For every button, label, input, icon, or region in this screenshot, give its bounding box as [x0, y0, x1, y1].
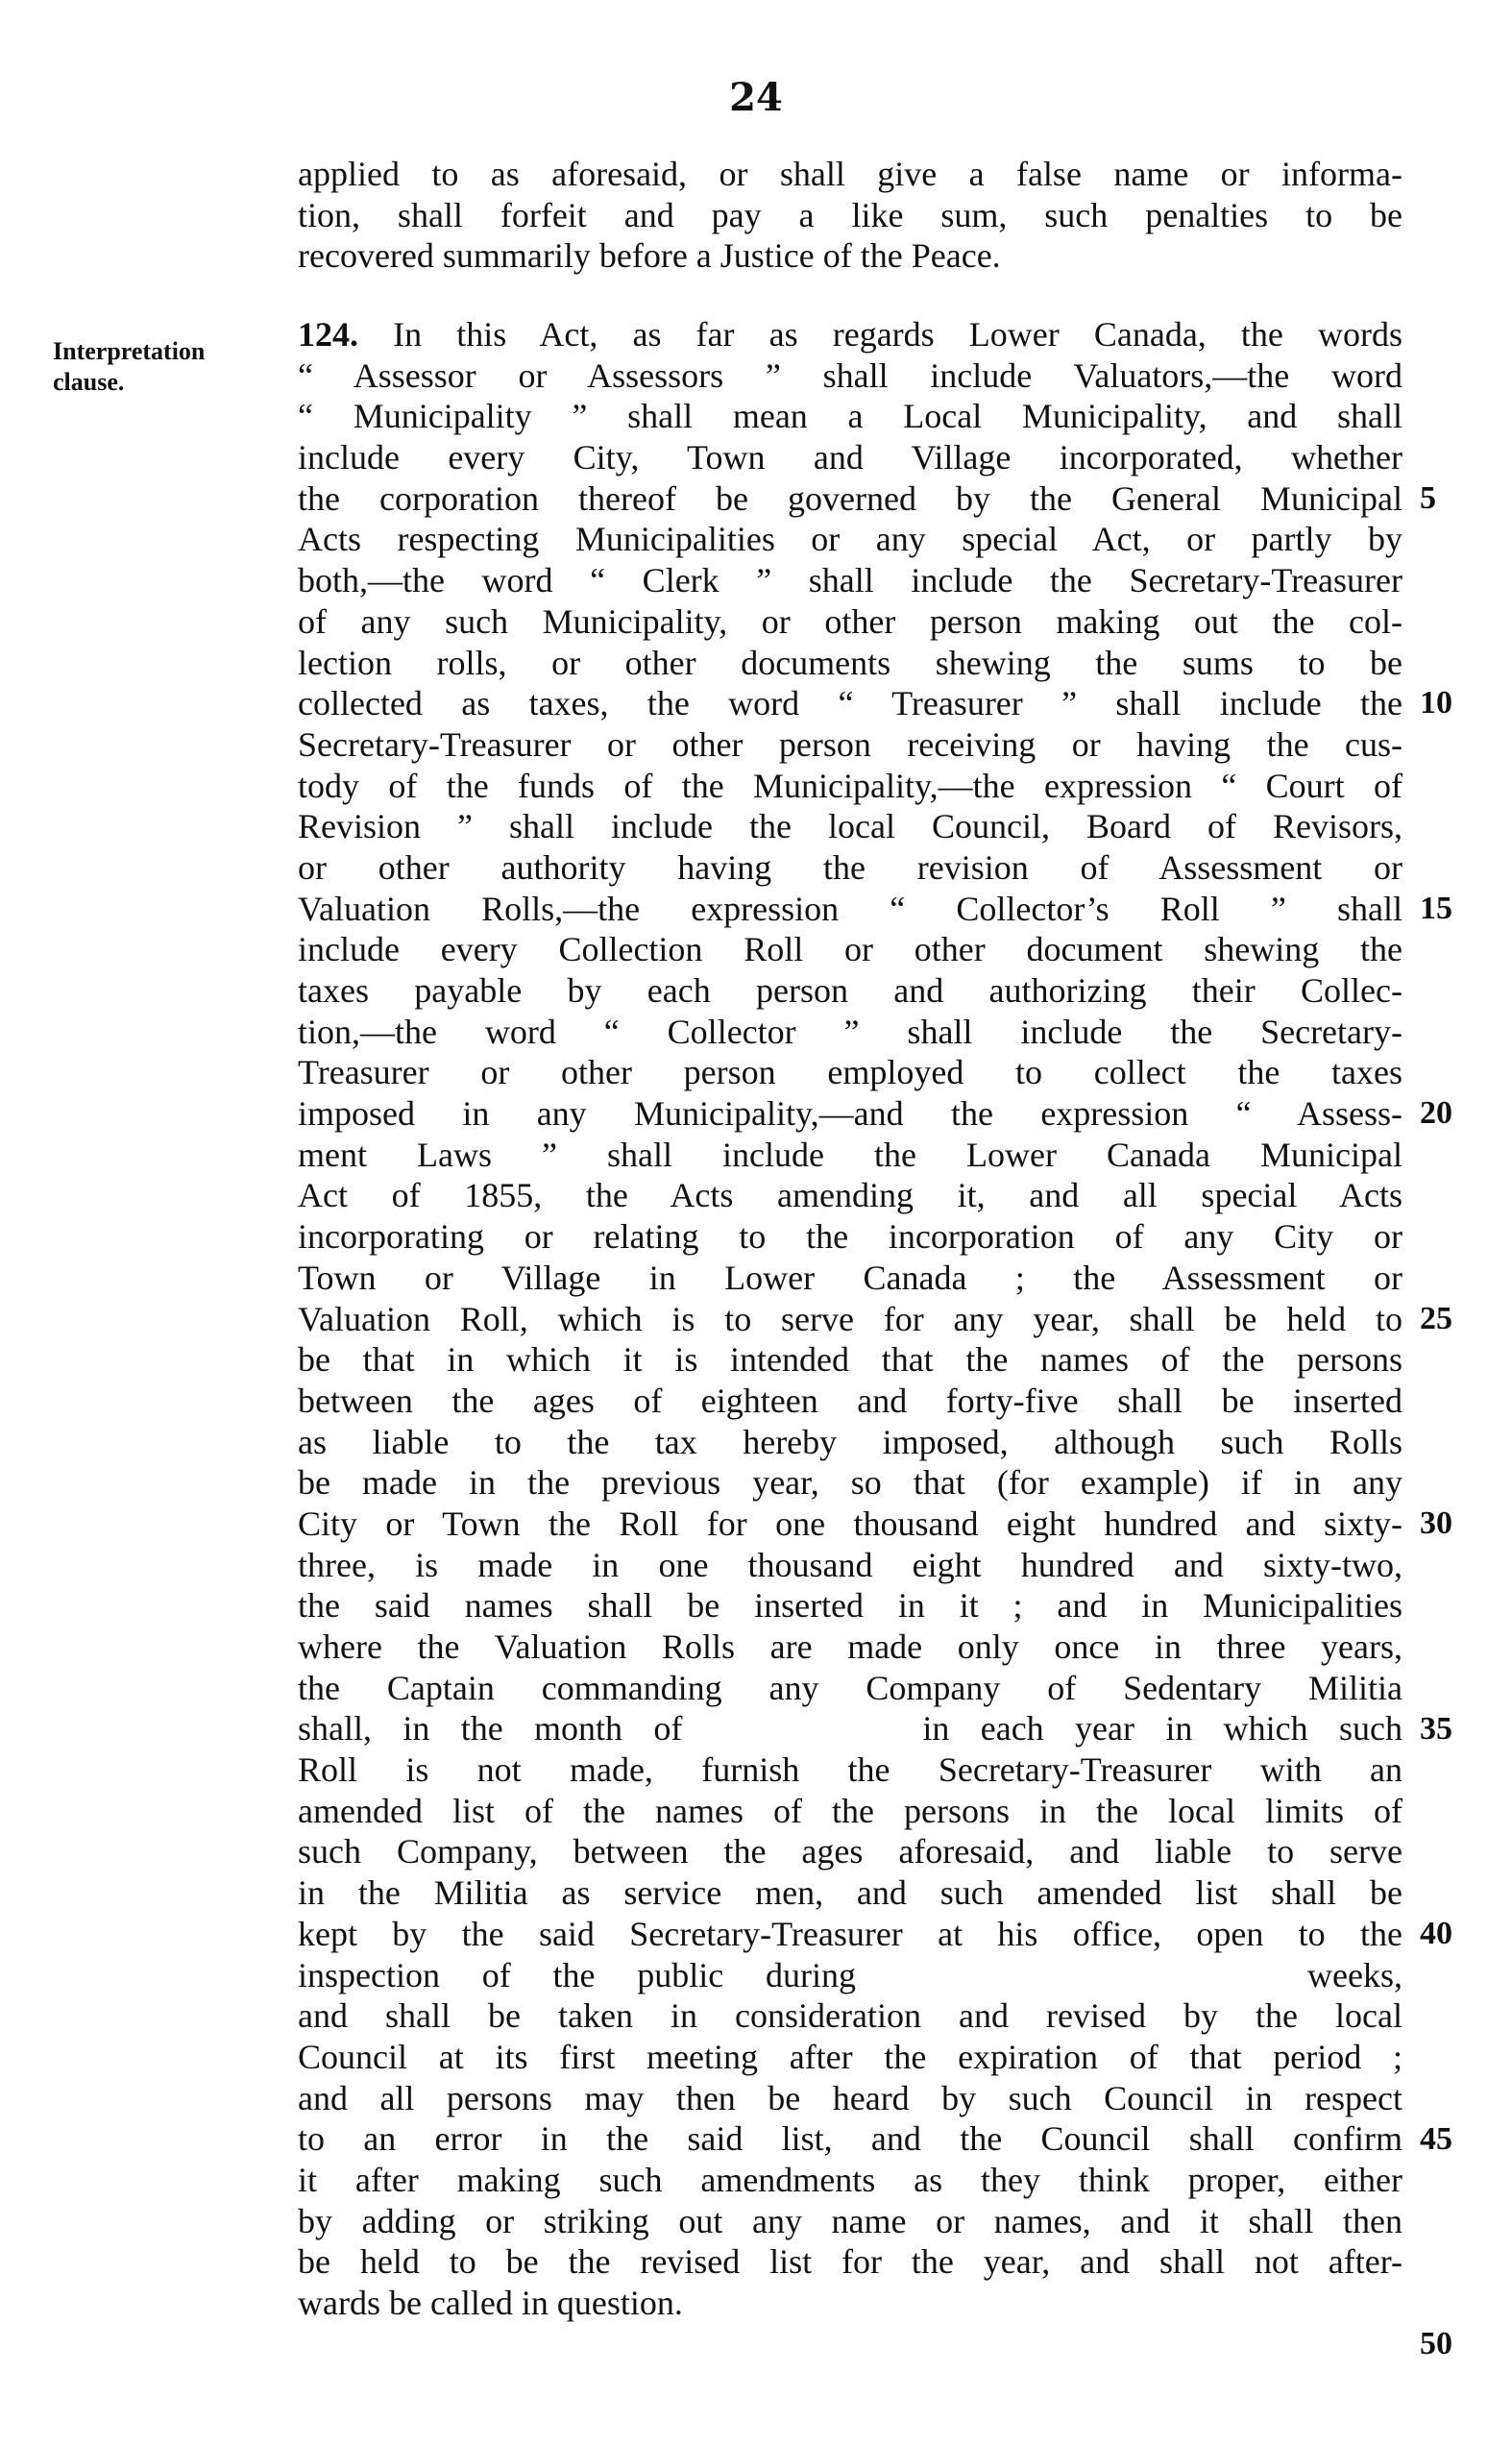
text-line: Roll is not made, furnish the Secretary-Treasurer with an — [298, 1750, 1402, 1790]
text-line: such Company, between the ages aforesaid, and liable to serve — [298, 1832, 1402, 1871]
text-line: “ Municipality ” shall mean a Local Municipality, and shall — [298, 397, 1402, 436]
previous-paragraph — [298, 154, 1402, 277]
text-before-blank: inspection of the public during — [298, 1955, 857, 1994]
section-first-line: In this Act, as far as regards Lower Canada, the words — [393, 315, 1403, 354]
text-line: tion,—the word “ Collector ” shall include the Secretary- — [298, 1012, 1402, 1051]
margin-line-number: 50 — [1420, 2326, 1452, 2362]
text-line: the Captain commanding any Company of Sedentary Militia — [298, 1668, 1402, 1707]
text-line: as liable to the tax hereby imposed, although such Rolls — [298, 1422, 1402, 1461]
text-line: include every City, Town and Village incorporated, whether — [298, 438, 1402, 477]
margin-line-number: 30 — [1420, 1505, 1452, 1542]
text-line: to an error in the said list, and the Council shall confirm — [298, 2119, 1402, 2159]
text-line: Acts respecting Municipalities or any special Act, or partly by — [298, 520, 1402, 559]
text-line-with-blank — [298, 1955, 1402, 1996]
margin-line-number: 40 — [1420, 1916, 1452, 1952]
text-after-blank: in each year in which such — [922, 1709, 1403, 1749]
page-number: 24 — [729, 75, 783, 120]
margin-line-number: 5 — [1420, 479, 1436, 516]
text-line: tody of the funds of the Municipality,—the expression “ Court of — [298, 766, 1402, 805]
text-line: and shall be taken in consideration and revised by the local — [298, 1996, 1402, 2036]
text-line: by adding or striking out any name or names, and it shall then — [298, 2201, 1402, 2240]
text-line: lection rolls, or other documents shewing the sums to be — [298, 643, 1402, 682]
text-line: recovered summarily before a Justice of the Peace. — [298, 236, 1001, 276]
text-line: incorporating or relating to the incorporation of any City or — [298, 1217, 1402, 1257]
text-line: Valuation Rolls,—the expression “ Collector’s Roll ” shall — [298, 889, 1402, 928]
text-line: amended list of the names of the persons in the local limits of — [298, 1791, 1402, 1830]
text-line: Revision ” shall include the local Council, Board of Revisors, — [298, 807, 1402, 846]
text-line: be that in which it is intended that the names of the persons — [298, 1340, 1402, 1380]
text-line: Secretary-Treasurer or other person receiving or having the cus- — [298, 724, 1402, 764]
text-line: of any such Municipality, or other person making out the col- — [298, 601, 1402, 641]
text-line: Act of 1855, the Acts amending it, and all special Acts — [298, 1176, 1402, 1215]
text-after-blank: weeks, — [1307, 1955, 1402, 1994]
text-line: the corporation thereof be governed by the General Municipal — [298, 478, 1402, 518]
text-line: City or Town the Roll for one thousand eight hundred and sixty- — [298, 1504, 1402, 1543]
text-line: kept by the said Secretary-Treasurer at his office, open to the — [298, 1914, 1402, 1953]
text-line: wards be called in question. — [298, 2284, 683, 2322]
text-line: where the Valuation Rolls are made only once in three years, — [298, 1627, 1402, 1666]
text-line: taxes payable by each person and authorizing their Collec- — [298, 971, 1402, 1010]
margin-line-number: 20 — [1420, 1095, 1452, 1132]
margin-line-number: 45 — [1420, 2120, 1452, 2157]
text-line: applied to as aforesaid, or shall give a false name or informa- — [298, 155, 1402, 193]
text-line: Council at its first meeting after the expiration of that period ; — [298, 2037, 1402, 2076]
text-line: ment Laws ” shall include the Lower Canada Municipal — [298, 1135, 1402, 1174]
text-line: and all persons may then be heard by such Council in respect — [298, 2078, 1402, 2117]
section-number: 124. — [298, 315, 358, 354]
text-line: Valuation Roll, which is to serve for any year, shall be held to — [298, 1299, 1402, 1338]
text-line: between the ages of eighteen and forty-five shall be inserted — [298, 1381, 1402, 1420]
text-before-blank: shall, in the month of — [298, 1709, 683, 1749]
text-line — [298, 314, 1402, 355]
text-line: or other authority having the revision of Assessment or — [298, 847, 1402, 887]
margin-line-number: 25 — [1420, 1300, 1452, 1336]
section-124-paragraph — [298, 314, 1402, 2324]
side-note: Interpretation clause. — [53, 337, 206, 396]
text-line: be made in the previous year, so that (for example) if in any — [298, 1463, 1402, 1503]
text-line: both,—the word “ Clerk ” shall include the Secretary-Treasurer — [298, 561, 1402, 600]
text-line: the said names shall be inserted in it ; and in Municipalities — [298, 1586, 1402, 1626]
text-line: Treasurer or other person employed to collect the taxes — [298, 1053, 1402, 1092]
margin-line-number: 10 — [1420, 685, 1452, 722]
text-line: collected as taxes, the word “ Treasurer ” shall include the — [298, 684, 1402, 723]
text-line: in the Militia as service men, and such amended list shall be — [298, 1873, 1402, 1913]
text-line: Town or Village in Lower Canada ; the Assessment or — [298, 1258, 1402, 1297]
text-line: “ Assessor or Assessors ” shall include Valuators,—the word — [298, 355, 1402, 395]
text-line: include every Collection Roll or other document shewing the — [298, 930, 1402, 969]
text-line: it after making such amendments as they think proper, either — [298, 2160, 1402, 2199]
margin-line-number: 15 — [1420, 890, 1452, 926]
margin-line-number: 35 — [1420, 1710, 1452, 1747]
text-line: imposed in any Municipality,—and the expression “ Assess- — [298, 1094, 1402, 1134]
text-line-with-blank — [298, 1708, 1402, 1749]
text-line: tion, shall forfeit and pay a like sum, such penalties to be — [298, 195, 1402, 234]
text-line: be held to be the revised list for the year, and shall not after- — [298, 2242, 1402, 2282]
text-line: three, is made in one thousand eight hundred and sixty-two, — [298, 1545, 1402, 1584]
